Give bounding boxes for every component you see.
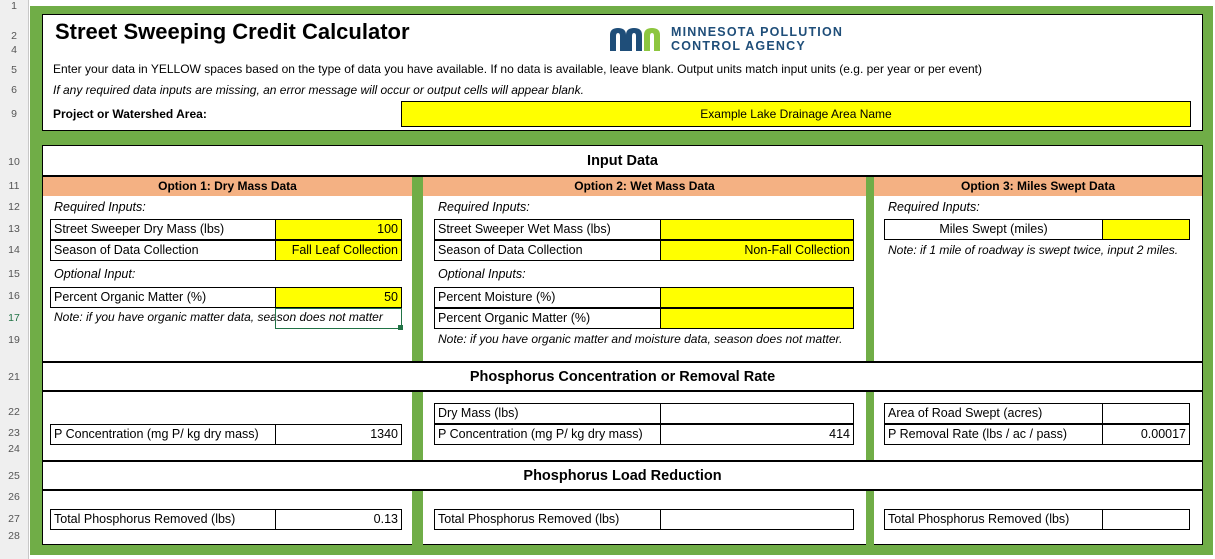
row-number[interactable]: 28 [8,530,20,542]
option2-dry-mass-value [660,403,854,424]
column-divider [866,491,874,545]
row-number[interactable]: 13 [8,223,20,235]
option1-dry-mass-label: Street Sweeper Dry Mass (lbs) [50,219,276,240]
option3-area-label: Area of Road Swept (acres) [884,403,1103,424]
option2-season-select[interactable]: Non-Fall Collection [660,240,854,261]
option1-season-label: Season of Data Collection [50,240,276,261]
row-header-column [0,0,29,559]
section-load-reduction: Phosphorus Load Reduction [523,468,722,484]
project-label: Project or Watershed Area: [53,107,207,121]
option1-total-value: 0.13 [275,509,402,530]
row-number[interactable]: 12 [8,201,20,213]
logo-text-line1: MINNESOTA POLLUTION [671,25,844,39]
column-divider [412,392,423,460]
option3-total-label: Total Phosphorus Removed (lbs) [884,509,1103,530]
project-name-input[interactable]: Example Lake Drainage Area Name [401,101,1191,127]
row-number[interactable]: 9 [11,108,17,120]
option2-dry-mass-label: Dry Mass (lbs) [434,403,661,424]
row-number[interactable]: 22 [8,406,20,418]
divider [43,390,1202,392]
option1-total-label: Total Phosphorus Removed (lbs) [50,509,276,530]
option2-total-label: Total Phosphorus Removed (lbs) [434,509,661,530]
row-number[interactable]: 2 [11,30,17,42]
option3-removal-label: P Removal Rate (lbs / ac / pass) [884,424,1103,445]
row-number[interactable]: 4 [11,44,17,56]
option2-heading: Option 2: Wet Mass Data [423,177,866,196]
row-number[interactable]: 14 [8,244,20,256]
row-number[interactable]: 15 [8,268,20,280]
option2-organic-input[interactable] [660,308,854,329]
row-number[interactable]: 21 [8,371,20,383]
row-number[interactable]: 5 [11,64,17,76]
divider [43,460,1202,462]
row-number[interactable]: 1 [11,0,17,12]
divider [43,361,1202,363]
instructions-text: Enter your data in YELLOW spaces based on the type of data you have available. If no data is available, leave blank. Output units match input units (e.g. per year or per event) [53,62,982,76]
option1-p-conc-value: 1340 [275,424,402,445]
option1-note: Note: if you have organic matter data, season does not matter [54,310,383,324]
option2-season-label: Season of Data Collection [434,240,661,261]
row-number[interactable]: 6 [11,84,17,96]
header-panel [42,14,1203,131]
option3-required-label: Required Inputs: [888,200,980,214]
column-divider [866,177,874,361]
divider [43,489,1202,491]
option3-note: Note: if 1 mile of roadway is swept twice, input 2 miles. [888,243,1179,257]
option1-optional-label: Optional Input: [54,267,136,281]
option2-p-conc-label: P Concentration (mg P/ kg dry mass) [434,424,661,445]
section-input-data: Input Data [587,153,658,169]
row-number[interactable]: 26 [8,491,20,503]
option2-required-label: Required Inputs: [438,200,530,214]
option3-heading: Option 3: Miles Swept Data [874,177,1202,196]
fill-handle[interactable] [398,325,403,330]
option1-season-select[interactable]: Fall Leaf Collection [275,240,402,261]
selected-cell-indicator[interactable] [275,308,402,329]
option2-wet-mass-input[interactable] [660,219,854,240]
option2-optional-label: Optional Inputs: [438,267,526,281]
logo-text-line2: CONTROL AGENCY [671,39,806,53]
option1-heading: Option 1: Dry Mass Data [43,177,412,196]
option1-dry-mass-input[interactable]: 100 [275,219,402,240]
option2-moisture-label: Percent Moisture (%) [434,287,661,308]
mpca-logo [608,25,664,56]
option2-moisture-input[interactable] [660,287,854,308]
row-number[interactable]: 10 [8,156,20,168]
section-concentration: Phosphorus Concentration or Removal Rate [469,369,776,385]
row-number-selected[interactable]: 17 [8,312,20,324]
mpca-logo-icon [608,25,664,53]
row-number[interactable]: 27 [8,513,20,525]
option1-organic-input[interactable]: 50 [275,287,402,308]
row-number[interactable]: 11 [8,180,20,192]
option1-organic-label: Percent Organic Matter (%) [50,287,276,308]
option1-required-label: Required Inputs: [54,200,146,214]
column-divider [866,392,874,460]
row-number[interactable]: 19 [8,334,20,346]
option2-total-value [660,509,854,530]
option2-note: Note: if you have organic matter and moisture data, season does not matter. [438,332,843,346]
row-number[interactable]: 16 [8,290,20,302]
option3-removal-value: 0.00017 [1102,424,1190,445]
row-number[interactable]: 25 [8,470,20,482]
option2-organic-label: Percent Organic Matter (%) [434,308,661,329]
option3-area-value [1102,403,1190,424]
row-number[interactable]: 24 [8,443,20,455]
option2-p-conc-value: 414 [660,424,854,445]
warning-text: If any required data inputs are missing, an error message will occur or output cells will appear blank. [53,83,584,97]
option2-wet-mass-label: Street Sweeper Wet Mass (lbs) [434,219,661,240]
option3-miles-label: Miles Swept (miles) [884,219,1103,240]
option3-total-value [1102,509,1190,530]
column-divider [412,177,423,361]
option3-miles-input[interactable] [1102,219,1190,240]
option1-p-conc-label: P Concentration (mg P/ kg dry mass) [50,424,276,445]
row-number[interactable]: 23 [8,427,20,439]
page-title: Street Sweeping Credit Calculator [55,19,410,44]
column-divider [412,491,423,545]
